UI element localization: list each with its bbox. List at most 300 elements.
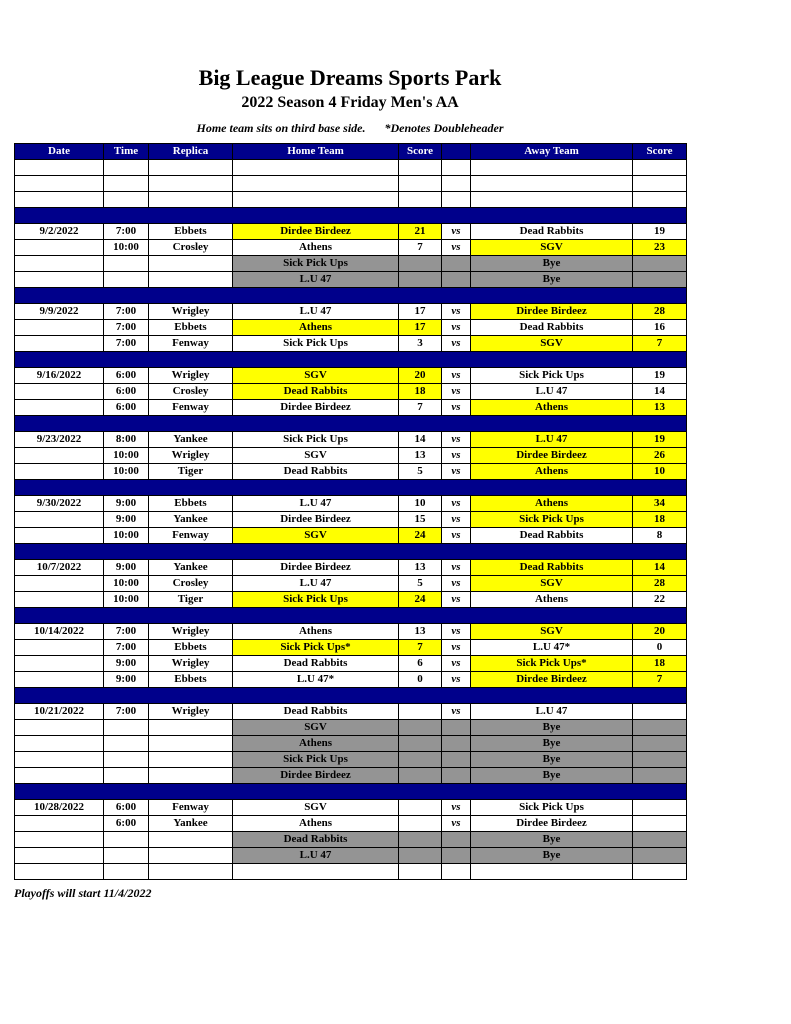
cell-vs <box>442 736 471 752</box>
cell-home-score: 7 <box>399 640 442 656</box>
separator-band <box>15 688 687 704</box>
cell-home-team <box>233 864 399 880</box>
cell-replica: Wrigley <box>149 368 233 384</box>
cell-replica: Wrigley <box>149 656 233 672</box>
cell-home-team: SGV <box>233 800 399 816</box>
cell-away-team: Dead Rabbits <box>471 320 633 336</box>
cell-away-score: 23 <box>633 240 687 256</box>
cell-time <box>104 176 149 192</box>
cell-home-score <box>399 736 442 752</box>
cell-away-score <box>633 704 687 720</box>
cell-vs: vs <box>442 400 471 416</box>
separator-band <box>15 480 687 496</box>
page-note <box>14 121 686 135</box>
cell-date <box>15 864 104 880</box>
cell-home-team: Dead Rabbits <box>233 832 399 848</box>
cell-home-team: Dead Rabbits <box>233 464 399 480</box>
cell-vs: vs <box>442 448 471 464</box>
cell-vs: vs <box>442 464 471 480</box>
cell-date: 10/21/2022 <box>15 704 104 720</box>
cell-home-score: 14 <box>399 432 442 448</box>
cell-time: 7:00 <box>104 224 149 240</box>
cell-time: 10:00 <box>104 528 149 544</box>
cell-away-team: L.U 47* <box>471 640 633 656</box>
cell-home-score: 3 <box>399 336 442 352</box>
cell-home-team: Sick Pick Ups <box>233 336 399 352</box>
cell-replica <box>149 192 233 208</box>
col-header-date: Date <box>15 144 104 160</box>
game-row <box>15 560 687 576</box>
cell-away-team: Dirdee Birdeez <box>471 816 633 832</box>
cell-time <box>104 272 149 288</box>
cell-home-score: 18 <box>399 384 442 400</box>
cell-date <box>15 384 104 400</box>
cell-replica: Yankee <box>149 432 233 448</box>
cell-replica: Yankee <box>149 816 233 832</box>
cell-away-score: 26 <box>633 448 687 464</box>
game-row <box>15 448 687 464</box>
cell-time: 7:00 <box>104 336 149 352</box>
separator-band <box>15 416 687 432</box>
cell-vs <box>442 720 471 736</box>
game-row <box>15 384 687 400</box>
cell-vs: vs <box>442 816 471 832</box>
cell-home-score <box>399 832 442 848</box>
cell-away-team: SGV <box>471 576 633 592</box>
game-row <box>15 336 687 352</box>
cell-away-score: 13 <box>633 400 687 416</box>
cell-away-score: 7 <box>633 336 687 352</box>
cell-away-team <box>471 176 633 192</box>
cell-away-score <box>633 736 687 752</box>
cell-away-score: 19 <box>633 224 687 240</box>
cell-home-team: Athens <box>233 240 399 256</box>
cell-home-score <box>399 752 442 768</box>
cell-date: 10/7/2022 <box>15 560 104 576</box>
cell-away-score <box>633 864 687 880</box>
cell-home-team: Sick Pick Ups <box>233 592 399 608</box>
cell-away-team: SGV <box>471 624 633 640</box>
cell-replica: Crosley <box>149 240 233 256</box>
bye-row <box>15 720 687 736</box>
col-header-away-score: Score <box>633 144 687 160</box>
cell-date: 9/9/2022 <box>15 304 104 320</box>
cell-date <box>15 656 104 672</box>
cell-time: 7:00 <box>104 640 149 656</box>
cell-away-team: Bye <box>471 848 633 864</box>
separator-row <box>15 608 687 624</box>
empty-row <box>15 192 687 208</box>
cell-home-score <box>399 704 442 720</box>
cell-home-team: Dirdee Birdeez <box>233 224 399 240</box>
cell-date: 9/2/2022 <box>15 224 104 240</box>
cell-away-team: Sick Pick Ups <box>471 368 633 384</box>
cell-replica <box>149 160 233 176</box>
cell-away-team: SGV <box>471 336 633 352</box>
cell-date <box>15 448 104 464</box>
bye-row <box>15 768 687 784</box>
cell-date <box>15 320 104 336</box>
cell-time: 7:00 <box>104 704 149 720</box>
cell-home-team: Sick Pick Ups <box>233 256 399 272</box>
cell-away-team: Dirdee Birdeez <box>471 672 633 688</box>
cell-vs: vs <box>442 224 471 240</box>
cell-away-team: Sick Pick Ups* <box>471 656 633 672</box>
cell-home-team: Sick Pick Ups <box>233 432 399 448</box>
cell-vs: vs <box>442 304 471 320</box>
cell-home-score: 6 <box>399 656 442 672</box>
cell-away-score <box>633 800 687 816</box>
cell-time <box>104 864 149 880</box>
cell-home-score: 10 <box>399 496 442 512</box>
cell-time <box>104 720 149 736</box>
cell-away-team: Sick Pick Ups <box>471 800 633 816</box>
cell-replica: Yankee <box>149 512 233 528</box>
cell-vs: vs <box>442 640 471 656</box>
cell-date <box>15 576 104 592</box>
cell-date <box>15 816 104 832</box>
cell-home-score <box>399 192 442 208</box>
cell-home-score <box>399 256 442 272</box>
cell-home-score <box>399 848 442 864</box>
cell-home-score: 17 <box>399 304 442 320</box>
cell-time: 8:00 <box>104 432 149 448</box>
bye-row <box>15 832 687 848</box>
separator-row <box>15 544 687 560</box>
game-row <box>15 704 687 720</box>
table-header-row <box>15 144 687 160</box>
cell-replica <box>149 272 233 288</box>
cell-home-score: 24 <box>399 528 442 544</box>
cell-home-team: Athens <box>233 624 399 640</box>
cell-date <box>15 592 104 608</box>
cell-time: 9:00 <box>104 672 149 688</box>
empty-row <box>15 160 687 176</box>
cell-away-team: Bye <box>471 256 633 272</box>
document-header <box>14 0 686 135</box>
cell-home-team: SGV <box>233 720 399 736</box>
cell-time: 10:00 <box>104 464 149 480</box>
separator-row <box>15 480 687 496</box>
schedule-table <box>14 143 687 880</box>
cell-date <box>15 464 104 480</box>
cell-away-score <box>633 272 687 288</box>
cell-away-score: 18 <box>633 656 687 672</box>
cell-home-team: Dead Rabbits <box>233 704 399 720</box>
cell-replica: Crosley <box>149 576 233 592</box>
cell-date: 9/30/2022 <box>15 496 104 512</box>
cell-vs: vs <box>442 800 471 816</box>
game-row <box>15 640 687 656</box>
cell-replica: Tiger <box>149 464 233 480</box>
game-row <box>15 320 687 336</box>
cell-away-team: Athens <box>471 592 633 608</box>
page-subtitle: 2022 Season 4 Friday Men's AA <box>241 94 459 111</box>
cell-time <box>104 160 149 176</box>
col-header-vs <box>442 144 471 160</box>
cell-date: 10/14/2022 <box>15 624 104 640</box>
game-row <box>15 240 687 256</box>
game-row <box>15 800 687 816</box>
cell-vs <box>442 832 471 848</box>
cell-vs: vs <box>442 560 471 576</box>
cell-replica: Fenway <box>149 336 233 352</box>
cell-replica <box>149 832 233 848</box>
cell-away-score <box>633 768 687 784</box>
cell-home-team: Athens <box>233 736 399 752</box>
cell-replica <box>149 752 233 768</box>
cell-vs: vs <box>442 240 471 256</box>
cell-replica <box>149 176 233 192</box>
cell-home-team: L.U 47 <box>233 496 399 512</box>
cell-home-score: 7 <box>399 400 442 416</box>
game-row <box>15 432 687 448</box>
cell-replica: Wrigley <box>149 704 233 720</box>
empty-row <box>15 176 687 192</box>
game-row <box>15 304 687 320</box>
cell-home-score: 17 <box>399 320 442 336</box>
cell-away-score: 20 <box>633 624 687 640</box>
cell-away-score: 8 <box>633 528 687 544</box>
separator-row <box>15 688 687 704</box>
cell-home-score: 13 <box>399 560 442 576</box>
cell-date <box>15 832 104 848</box>
cell-vs: vs <box>442 432 471 448</box>
cell-date <box>15 752 104 768</box>
cell-time <box>104 768 149 784</box>
col-header-home-score: Score <box>399 144 442 160</box>
cell-home-team: L.U 47* <box>233 672 399 688</box>
game-row <box>15 528 687 544</box>
cell-date <box>15 736 104 752</box>
cell-home-team <box>233 176 399 192</box>
cell-date <box>15 256 104 272</box>
game-row <box>15 592 687 608</box>
cell-vs: vs <box>442 576 471 592</box>
cell-home-score: 13 <box>399 624 442 640</box>
cell-vs <box>442 176 471 192</box>
cell-away-team: Dead Rabbits <box>471 224 633 240</box>
cell-time <box>104 192 149 208</box>
cell-vs: vs <box>442 384 471 400</box>
cell-date: 9/23/2022 <box>15 432 104 448</box>
cell-home-team: Dirdee Birdeez <box>233 512 399 528</box>
cell-away-team: Sick Pick Ups <box>471 512 633 528</box>
cell-away-team <box>471 192 633 208</box>
cell-time: 7:00 <box>104 304 149 320</box>
cell-home-score: 20 <box>399 368 442 384</box>
game-row <box>15 464 687 480</box>
cell-date <box>15 336 104 352</box>
cell-home-score: 13 <box>399 448 442 464</box>
game-row <box>15 224 687 240</box>
cell-replica: Ebbets <box>149 496 233 512</box>
cell-vs: vs <box>442 368 471 384</box>
cell-replica: Ebbets <box>149 224 233 240</box>
cell-time: 6:00 <box>104 400 149 416</box>
col-header-replica: Replica <box>149 144 233 160</box>
separator-band <box>15 288 687 304</box>
cell-time: 6:00 <box>104 816 149 832</box>
cell-away-team: Athens <box>471 496 633 512</box>
cell-home-team: Athens <box>233 816 399 832</box>
page-title: Big League Dreams Sports Park <box>198 65 502 90</box>
cell-replica: Fenway <box>149 800 233 816</box>
cell-away-team: Dead Rabbits <box>471 560 633 576</box>
cell-home-team: Dirdee Birdeez <box>233 768 399 784</box>
cell-away-team: Bye <box>471 768 633 784</box>
separator-row <box>15 352 687 368</box>
cell-vs: vs <box>442 336 471 352</box>
cell-time: 9:00 <box>104 560 149 576</box>
cell-home-score: 15 <box>399 512 442 528</box>
separator-row <box>15 416 687 432</box>
cell-vs: vs <box>442 320 471 336</box>
cell-replica: Ebbets <box>149 672 233 688</box>
cell-time: 7:00 <box>104 320 149 336</box>
col-header-time: Time <box>104 144 149 160</box>
cell-away-score <box>633 256 687 272</box>
cell-vs <box>442 272 471 288</box>
cell-away-score: 19 <box>633 432 687 448</box>
cell-home-score <box>399 160 442 176</box>
cell-away-score: 14 <box>633 384 687 400</box>
separator-band <box>15 784 687 800</box>
bye-row <box>15 752 687 768</box>
cell-time: 6:00 <box>104 800 149 816</box>
cell-vs <box>442 160 471 176</box>
cell-home-team: SGV <box>233 528 399 544</box>
cell-away-team: L.U 47 <box>471 384 633 400</box>
note-home-team-rule: Home team sits on third base side. <box>196 121 366 135</box>
cell-home-score <box>399 800 442 816</box>
game-row <box>15 496 687 512</box>
cell-away-score: 18 <box>633 512 687 528</box>
cell-vs: vs <box>442 496 471 512</box>
cell-vs <box>442 256 471 272</box>
cell-time: 6:00 <box>104 384 149 400</box>
cell-away-team: Bye <box>471 752 633 768</box>
cell-replica: Wrigley <box>149 624 233 640</box>
cell-date <box>15 272 104 288</box>
cell-away-team: L.U 47 <box>471 432 633 448</box>
cell-away-score: 0 <box>633 640 687 656</box>
cell-away-score <box>633 816 687 832</box>
cell-home-team: Sick Pick Ups <box>233 752 399 768</box>
cell-replica <box>149 256 233 272</box>
cell-vs: vs <box>442 512 471 528</box>
cell-home-score <box>399 768 442 784</box>
col-header-home-team: Home Team <box>233 144 399 160</box>
cell-date <box>15 720 104 736</box>
cell-home-score <box>399 816 442 832</box>
cell-home-score: 24 <box>399 592 442 608</box>
cell-away-team: Bye <box>471 720 633 736</box>
cell-vs: vs <box>442 656 471 672</box>
cell-away-score <box>633 848 687 864</box>
cell-time <box>104 752 149 768</box>
cell-away-score: 34 <box>633 496 687 512</box>
cell-date: 10/28/2022 <box>15 800 104 816</box>
cell-time: 10:00 <box>104 448 149 464</box>
cell-away-score <box>633 752 687 768</box>
cell-home-team: L.U 47 <box>233 576 399 592</box>
cell-replica <box>149 848 233 864</box>
cell-date <box>15 160 104 176</box>
cell-home-team: Dirdee Birdeez <box>233 400 399 416</box>
cell-date <box>15 192 104 208</box>
cell-time: 9:00 <box>104 512 149 528</box>
cell-replica: Fenway <box>149 528 233 544</box>
cell-home-team: Dirdee Birdeez <box>233 560 399 576</box>
cell-away-score <box>633 720 687 736</box>
cell-away-score <box>633 832 687 848</box>
cell-home-score: 5 <box>399 576 442 592</box>
cell-home-team <box>233 160 399 176</box>
cell-replica: Fenway <box>149 400 233 416</box>
cell-away-team <box>471 864 633 880</box>
cell-away-team: Bye <box>471 736 633 752</box>
game-row <box>15 816 687 832</box>
cell-away-team: SGV <box>471 240 633 256</box>
cell-home-score: 0 <box>399 672 442 688</box>
cell-home-team: Dead Rabbits <box>233 656 399 672</box>
game-row <box>15 400 687 416</box>
cell-away-score <box>633 176 687 192</box>
cell-date <box>15 240 104 256</box>
cell-date <box>15 512 104 528</box>
separator-band <box>15 208 687 224</box>
cell-vs <box>442 752 471 768</box>
cell-away-team: Dead Rabbits <box>471 528 633 544</box>
game-row <box>15 576 687 592</box>
cell-away-score: 28 <box>633 576 687 592</box>
cell-away-team <box>471 160 633 176</box>
cell-date <box>15 400 104 416</box>
cell-time: 10:00 <box>104 576 149 592</box>
cell-away-score <box>633 192 687 208</box>
cell-home-score <box>399 176 442 192</box>
cell-vs: vs <box>442 592 471 608</box>
cell-time: 7:00 <box>104 624 149 640</box>
cell-away-team: L.U 47 <box>471 704 633 720</box>
cell-home-team: SGV <box>233 368 399 384</box>
cell-time: 10:00 <box>104 592 149 608</box>
cell-home-team: Athens <box>233 320 399 336</box>
cell-home-team: SGV <box>233 448 399 464</box>
cell-away-score: 16 <box>633 320 687 336</box>
cell-away-score <box>633 160 687 176</box>
cell-vs <box>442 768 471 784</box>
cell-date <box>15 848 104 864</box>
cell-home-team: Dead Rabbits <box>233 384 399 400</box>
cell-replica <box>149 864 233 880</box>
cell-vs: vs <box>442 704 471 720</box>
game-row <box>15 368 687 384</box>
game-row <box>15 624 687 640</box>
cell-time <box>104 848 149 864</box>
cell-away-score: 22 <box>633 592 687 608</box>
cell-vs <box>442 192 471 208</box>
cell-date: 9/16/2022 <box>15 368 104 384</box>
bye-row <box>15 848 687 864</box>
separator-band <box>15 544 687 560</box>
bye-row <box>15 736 687 752</box>
cell-away-score: 28 <box>633 304 687 320</box>
game-row <box>15 672 687 688</box>
cell-time <box>104 832 149 848</box>
cell-replica: Yankee <box>149 560 233 576</box>
